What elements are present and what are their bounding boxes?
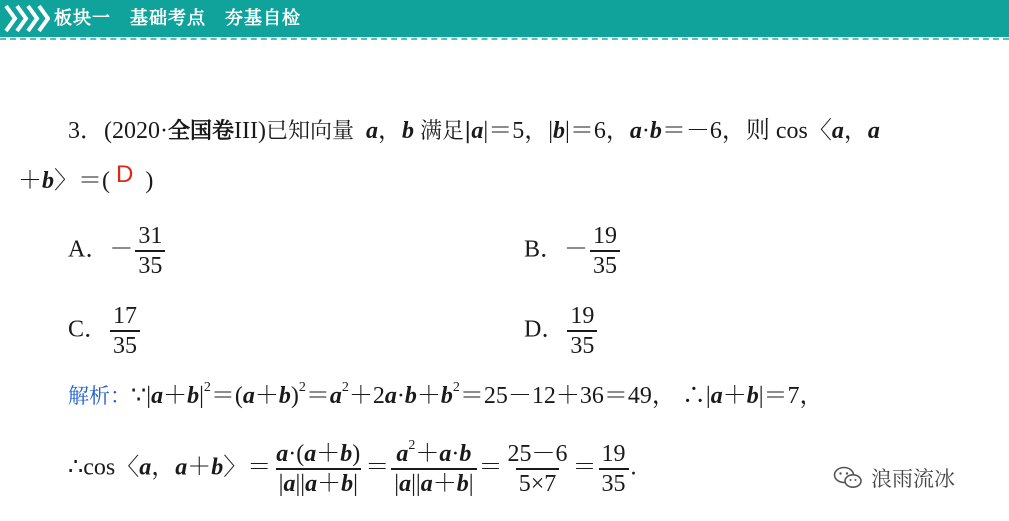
cos-equals: 〉＝	[223, 454, 272, 481]
analysis-eq: ＝(	[210, 383, 243, 409]
stem-eq-2: |＝6，	[565, 118, 630, 144]
option-sign: －	[564, 236, 589, 263]
stem-close-paren: )	[145, 168, 154, 194]
vector-a: a	[283, 471, 296, 497]
analysis-result-1: |＝7，	[758, 383, 824, 409]
vector-a: a	[831, 118, 844, 144]
question-source-name: 全国卷	[167, 119, 234, 144]
chevrons-icon	[4, 3, 50, 34]
vector-a: a	[365, 118, 378, 144]
vector-a: a	[305, 471, 318, 497]
vector-a: a	[867, 118, 880, 144]
question-stem-continued	[18, 161, 154, 195]
option-b[interactable]	[524, 222, 622, 280]
fraction-numerator: 19	[601, 441, 626, 467]
fraction-numerator: 17	[113, 303, 138, 329]
option-d[interactable]	[524, 302, 599, 360]
vector-b: b	[278, 383, 291, 409]
vector-b: b	[440, 383, 453, 409]
vector-a: a	[242, 383, 255, 409]
wechat-icon	[833, 465, 863, 491]
stem-eq-1: |＝5，|	[483, 118, 554, 144]
cos-text: cos〈	[83, 454, 140, 481]
plus-operator: ＋	[722, 383, 747, 409]
analysis-label: 解析：	[68, 384, 131, 408]
banner-divider	[0, 38, 1009, 40]
vector-b: b	[746, 383, 759, 409]
because-symbol: ∵	[131, 383, 147, 409]
fraction-denominator: 5×7	[516, 468, 560, 498]
vector-a: a	[399, 471, 412, 497]
vector-a: a	[471, 118, 484, 144]
vector-b: b	[456, 471, 469, 497]
vector-a: a	[151, 383, 164, 409]
question-source-suffix: III)	[234, 118, 266, 144]
option-label: D．	[524, 316, 566, 343]
plus-operator: ＋	[18, 168, 42, 194]
option-fraction	[567, 302, 597, 360]
analysis-line-2: ∴cos〈a，a＋b〉＝ $\frac{a\cdot(a+b)}{|a||a+b|}$ ＝ $\frac{a^2+a\cdot b}{|a||a+b|}$ ＝ $\frac{25-6}{5\times 7}$ ＝ $\frac{19}{35}$ .	[68, 438, 637, 497]
fraction-denominator: 35	[135, 250, 165, 280]
vector-a: a	[139, 454, 152, 481]
fraction-numerator: 19	[570, 303, 595, 329]
vector-b: b	[404, 383, 417, 409]
therefore-symbol: ∴	[68, 454, 84, 481]
fraction-3	[505, 440, 571, 498]
fraction-denominator: 35	[599, 468, 629, 498]
analysis-sum: ＝25－12＋36＝49，	[459, 383, 676, 409]
vector-a: a	[304, 441, 317, 467]
stem-close-angle: 〉＝(	[54, 168, 110, 194]
option-a[interactable]	[68, 222, 167, 280]
vector-a: a	[329, 383, 342, 409]
option-c[interactable]	[68, 302, 142, 360]
option-label: B．	[524, 236, 565, 263]
fraction-numerator: 25－6	[507, 441, 568, 467]
fraction-numerator: $a^2+a\cdot b$	[396, 438, 472, 467]
vector-b: b	[553, 118, 566, 144]
plus-operator: ＋	[254, 383, 279, 409]
question-number: 3．	[68, 118, 104, 144]
analysis-line-1: 解析：$\because|a+b|^2=(a+b)^2=a^2+2a\cdot b+b^2=25-12+36=49$， ∴|a＋b|＝7，	[68, 380, 824, 409]
therefore-symbol: ∴	[681, 383, 706, 409]
vector-a: a	[629, 118, 642, 144]
fraction-numerator: 19	[593, 223, 618, 249]
question-source-prefix: (2020·	[104, 118, 168, 144]
answer-choice: D	[116, 161, 134, 188]
option-fraction	[135, 222, 165, 280]
stem-eq-3: ＝－6，则 cos〈	[661, 118, 832, 144]
vector-b: b	[211, 454, 224, 481]
vector-b: b	[401, 118, 414, 144]
fraction-denominator: |a||a＋b|	[276, 468, 361, 498]
fraction-denominator: |a||a＋b|	[391, 468, 476, 498]
plus-operator: ＋	[432, 471, 457, 497]
vector-b: b	[187, 383, 200, 409]
plus-operator: ＋	[187, 454, 212, 481]
fraction-numerator: 31	[138, 223, 163, 249]
fraction-result	[599, 440, 629, 498]
stem-text-2: 满足|	[419, 119, 472, 144]
fraction-1	[273, 440, 363, 498]
vector-b: b	[649, 118, 662, 144]
period: .	[630, 454, 637, 481]
vector-b: b	[340, 441, 353, 467]
vector-a: a	[384, 383, 397, 409]
vector-b: b	[459, 441, 472, 467]
fraction-2	[391, 440, 476, 498]
section-title: 板块一 基础考点 夯基自检	[54, 8, 301, 29]
watermark-text: 浪雨流冰	[871, 467, 955, 491]
vector-a: a	[276, 441, 289, 467]
fraction-denominator: 35	[590, 250, 620, 280]
question-stem	[68, 117, 880, 146]
plus-operator: ＋	[317, 471, 342, 497]
section-banner	[0, 0, 1009, 37]
option-sign: －	[109, 236, 134, 263]
option-label: A．	[68, 236, 110, 263]
fraction-numerator: a·(a＋b)	[276, 441, 361, 467]
dot-operator: ·	[451, 441, 460, 467]
plus-operator: ＋	[316, 441, 341, 467]
option-label: C．	[68, 316, 109, 343]
vector-a: a	[420, 471, 433, 497]
vector-b: b	[341, 471, 354, 497]
fraction-denominator: 35	[567, 330, 597, 360]
vector-a: a	[710, 383, 723, 409]
fraction-denominator: 35	[110, 330, 140, 360]
dot-operator: ·	[288, 441, 297, 467]
vector-a: a	[439, 441, 452, 467]
comma: ，	[377, 118, 402, 144]
watermark	[833, 458, 955, 498]
option-fraction	[110, 302, 140, 360]
option-fraction	[590, 222, 620, 280]
dot-operator: ·	[641, 118, 650, 144]
vector-a: a	[396, 441, 409, 467]
vector-b: b	[42, 168, 54, 194]
stem-text-1: 已知向量	[265, 119, 354, 144]
dot-operator: ·	[396, 383, 405, 409]
comma: ，	[151, 454, 176, 481]
plus-operator: ＋	[163, 383, 188, 409]
vector-a: a	[175, 454, 188, 481]
comma: ，	[843, 118, 868, 144]
